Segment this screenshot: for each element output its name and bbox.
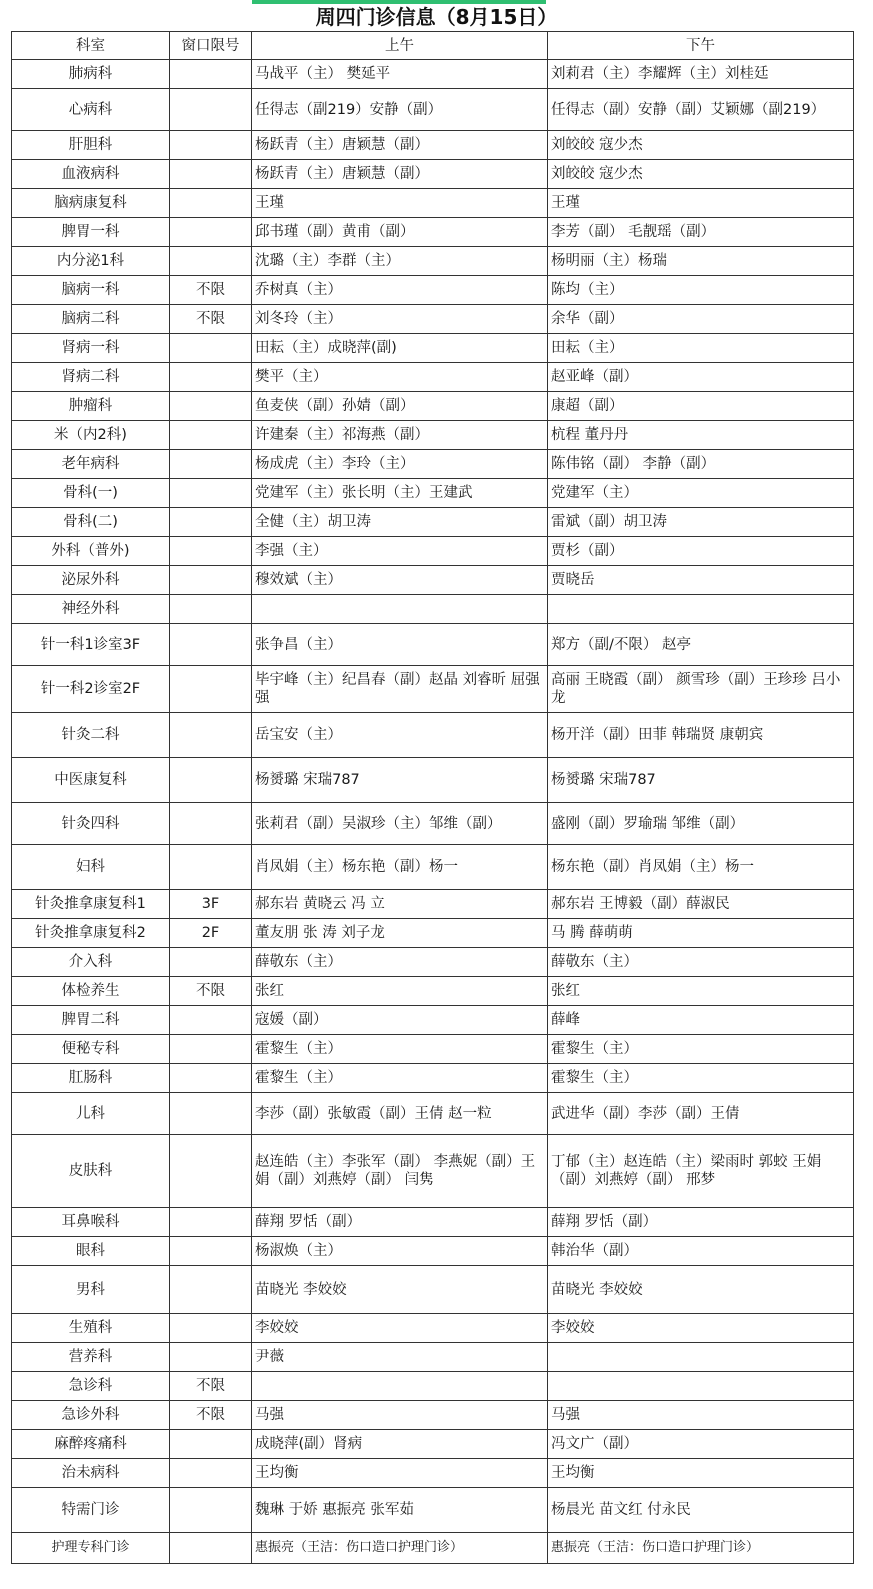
table-row — [12, 977, 854, 1006]
afternoon-doctors-cell: 冯文广（副） — [548, 1430, 854, 1459]
dept-cell: 神经外科 — [12, 595, 170, 624]
dept-cell: 体检养生 — [12, 977, 170, 1006]
afternoon-doctors-cell: 郝东岩 王博毅（副）薛淑民 — [548, 890, 854, 919]
dept-cell: 肿瘤科 — [12, 392, 170, 421]
window-limit-cell: 3F — [170, 890, 252, 919]
table-row — [12, 919, 854, 948]
window-limit-cell — [170, 1237, 252, 1266]
afternoon-doctors-cell: 薛翔 罗恬（副） — [548, 1208, 854, 1237]
table-row — [12, 276, 854, 305]
afternoon-doctors-cell: 韩治华（副） — [548, 1237, 854, 1266]
afternoon-doctors-cell: 康超（副） — [548, 392, 854, 421]
morning-doctors-cell: 任得志（副219）安静（副） — [252, 89, 548, 131]
table-row — [12, 363, 854, 392]
dept-cell: 肝胆科 — [12, 131, 170, 160]
afternoon-doctors-cell: 高丽 王晓霞（副） 颜雪珍（副）王珍珍 吕小龙 — [548, 666, 854, 713]
morning-doctors-cell: 霍黎生（主） — [252, 1064, 548, 1093]
dept-cell: 脑病康复科 — [12, 189, 170, 218]
dept-cell: 便秘专科 — [12, 1035, 170, 1064]
window-limit-cell — [170, 1006, 252, 1035]
window-limit-cell — [170, 537, 252, 566]
dept-cell: 护理专科门诊 — [12, 1533, 170, 1564]
window-limit-cell — [170, 758, 252, 803]
afternoon-doctors-cell: 刘皎皎 寇少杰 — [548, 131, 854, 160]
table-row — [12, 1135, 854, 1208]
table-row — [12, 566, 854, 595]
window-limit-cell — [170, 1459, 252, 1488]
dept-cell: 肺病科 — [12, 60, 170, 89]
header-dept: 科室 — [12, 32, 170, 60]
table-row — [12, 1314, 854, 1343]
dept-cell: 中医康复科 — [12, 758, 170, 803]
table-row — [12, 218, 854, 247]
afternoon-doctors-cell: 陈伟铭（副） 李静（副） — [548, 450, 854, 479]
afternoon-doctors-cell: 霍黎生（主） — [548, 1035, 854, 1064]
dept-cell: 针灸二科 — [12, 713, 170, 758]
dept-cell: 急诊科 — [12, 1372, 170, 1401]
afternoon-doctors-cell: 贾晓岳 — [548, 566, 854, 595]
morning-doctors-cell: 赵连皓（主）李张军（副） 李燕妮（副）王娟（副）刘燕婷（副） 闫隽 — [252, 1135, 548, 1208]
afternoon-doctors-cell: 盛刚（副）罗瑜瑞 邹维（副） — [548, 803, 854, 845]
window-limit-cell — [170, 131, 252, 160]
table-row — [12, 1372, 854, 1401]
table-row — [12, 392, 854, 421]
morning-doctors-cell: 李姣姣 — [252, 1314, 548, 1343]
table-row — [12, 948, 854, 977]
table-row — [12, 189, 854, 218]
table-row — [12, 247, 854, 276]
window-limit-cell — [170, 713, 252, 758]
dept-cell: 针灸四科 — [12, 803, 170, 845]
afternoon-doctors-cell — [548, 1343, 854, 1372]
table-row — [12, 890, 854, 919]
afternoon-doctors-cell: 李芳（副） 毛靓瑶（副） — [548, 218, 854, 247]
header-window: 窗口限号 — [170, 32, 252, 60]
dept-cell: 心病科 — [12, 89, 170, 131]
window-limit-cell — [170, 803, 252, 845]
morning-doctors-cell: 董友朋 张 涛 刘子龙 — [252, 919, 548, 948]
dept-cell: 介入科 — [12, 948, 170, 977]
table-row — [12, 1459, 854, 1488]
afternoon-doctors-cell: 马强 — [548, 1401, 854, 1430]
dept-cell: 儿科 — [12, 1093, 170, 1135]
table-row — [12, 1006, 854, 1035]
table-row — [12, 421, 854, 450]
morning-doctors-cell: 毕宇峰（主）纪昌春（副）赵晶 刘睿昕 屈强强 — [252, 666, 548, 713]
window-limit-cell — [170, 1430, 252, 1459]
dept-cell: 肾病一科 — [12, 334, 170, 363]
schedule-table — [11, 31, 854, 1564]
dept-cell: 特需门诊 — [12, 1488, 170, 1533]
dept-cell: 营养科 — [12, 1343, 170, 1372]
table-row — [12, 624, 854, 666]
dept-cell: 针灸推拿康复科1 — [12, 890, 170, 919]
table-row — [12, 1064, 854, 1093]
table-row — [12, 713, 854, 758]
window-limit-cell: 不限 — [170, 305, 252, 334]
morning-doctors-cell: 许建秦（主）祁海燕（副） — [252, 421, 548, 450]
table-row — [12, 537, 854, 566]
afternoon-doctors-cell: 雷斌（副）胡卫涛 — [548, 508, 854, 537]
table-row — [12, 666, 854, 713]
afternoon-doctors-cell: 贾杉（副） — [548, 537, 854, 566]
morning-doctors-cell: 霍黎生（主） — [252, 1035, 548, 1064]
afternoon-doctors-cell: 杨赟璐 宋瑞787 — [548, 758, 854, 803]
dept-cell: 泌尿外科 — [12, 566, 170, 595]
morning-doctors-cell: 党建军（主）张长明（主）王建武 — [252, 479, 548, 508]
morning-doctors-cell: 王均衡 — [252, 1459, 548, 1488]
window-limit-cell — [170, 247, 252, 276]
dept-cell: 肛肠科 — [12, 1064, 170, 1093]
afternoon-doctors-cell: 武进华（副）李莎（副）王倩 — [548, 1093, 854, 1135]
window-limit-cell — [170, 60, 252, 89]
window-limit-cell: 不限 — [170, 1372, 252, 1401]
table-row — [12, 131, 854, 160]
dept-cell: 眼科 — [12, 1237, 170, 1266]
afternoon-doctors-cell: 杨明丽（主）杨瑞 — [548, 247, 854, 276]
afternoon-doctors-cell: 丁郁（主）赵连皓（主）梁雨时 郭蛟 王娟（副）刘燕婷（副） 邢梦 — [548, 1135, 854, 1208]
table-row — [12, 508, 854, 537]
morning-doctors-cell: 杨跃青（主）唐颖慧（副） — [252, 131, 548, 160]
window-limit-cell — [170, 1208, 252, 1237]
afternoon-doctors-cell: 薛敬东（主） — [548, 948, 854, 977]
table-row — [12, 1237, 854, 1266]
window-limit-cell — [170, 1488, 252, 1533]
dept-cell: 外科（普外) — [12, 537, 170, 566]
table-row — [12, 1266, 854, 1314]
morning-doctors-cell: 张莉君（副）吴淑珍（主）邹维（副） — [252, 803, 548, 845]
dept-cell: 男科 — [12, 1266, 170, 1314]
table-row — [12, 60, 854, 89]
window-limit-cell — [170, 421, 252, 450]
afternoon-doctors-cell: 郑方（副/不限） 赵亭 — [548, 624, 854, 666]
table-row — [12, 845, 854, 890]
dept-cell: 脾胃一科 — [12, 218, 170, 247]
table-row — [12, 803, 854, 845]
window-limit-cell — [170, 1064, 252, 1093]
table-row — [12, 758, 854, 803]
morning-doctors-cell: 郝东岩 黄晓云 冯 立 — [252, 890, 548, 919]
morning-doctors-cell: 李强（主） — [252, 537, 548, 566]
morning-doctors-cell: 李莎（副）张敏霞（副）王倩 赵一粒 — [252, 1093, 548, 1135]
dept-cell: 血液病科 — [12, 160, 170, 189]
morning-doctors-cell: 刘冬玲（主） — [252, 305, 548, 334]
morning-doctors-cell: 成晓萍(副）肾病 — [252, 1430, 548, 1459]
afternoon-doctors-cell — [548, 595, 854, 624]
dept-cell: 针灸推拿康复科2 — [12, 919, 170, 948]
morning-doctors-cell: 王瑾 — [252, 189, 548, 218]
window-limit-cell — [170, 89, 252, 131]
afternoon-doctors-cell: 杨开洋（副）田菲 韩瑞贤 康朝宾 — [548, 713, 854, 758]
afternoon-doctors-cell: 霍黎生（主） — [548, 1064, 854, 1093]
window-limit-cell — [170, 218, 252, 247]
table-row — [12, 450, 854, 479]
window-limit-cell — [170, 624, 252, 666]
dept-cell: 针一科2诊室2F — [12, 666, 170, 713]
window-limit-cell: 2F — [170, 919, 252, 948]
dept-cell: 生殖科 — [12, 1314, 170, 1343]
afternoon-doctors-cell: 惠振亮（王洁：伤口造口护理门诊） — [548, 1533, 854, 1564]
schedule-body — [12, 60, 854, 1564]
afternoon-doctors-cell: 田耘（主） — [548, 334, 854, 363]
table-row — [12, 334, 854, 363]
morning-doctors-cell: 马强 — [252, 1401, 548, 1430]
morning-doctors-cell — [252, 1372, 548, 1401]
afternoon-doctors-cell: 余华（副） — [548, 305, 854, 334]
table-row — [12, 1093, 854, 1135]
morning-doctors-cell: 杨成虎（主）李玲（主） — [252, 450, 548, 479]
dept-cell: 骨科(一) — [12, 479, 170, 508]
header-am: 上午 — [252, 32, 548, 60]
dept-cell: 妇科 — [12, 845, 170, 890]
window-limit-cell — [170, 1135, 252, 1208]
window-limit-cell — [170, 666, 252, 713]
morning-doctors-cell: 全健（主）胡卫涛 — [252, 508, 548, 537]
window-limit-cell — [170, 160, 252, 189]
window-limit-cell — [170, 479, 252, 508]
morning-doctors-cell: 杨跃青（主）唐颖慧（副） — [252, 160, 548, 189]
window-limit-cell — [170, 1035, 252, 1064]
table-row — [12, 1401, 854, 1430]
table-row — [12, 595, 854, 624]
afternoon-doctors-cell: 薛峰 — [548, 1006, 854, 1035]
morning-doctors-cell: 惠振亮（王洁：伤口造口护理门诊） — [252, 1533, 548, 1564]
table-row — [12, 1488, 854, 1533]
table-row — [12, 479, 854, 508]
dept-cell: 肾病二科 — [12, 363, 170, 392]
window-limit-cell — [170, 1093, 252, 1135]
morning-doctors-cell: 鱼麦侠（副）孙婧（副） — [252, 392, 548, 421]
morning-doctors-cell: 穆效斌（主） — [252, 566, 548, 595]
afternoon-doctors-cell: 赵亚峰（副） — [548, 363, 854, 392]
header-row — [12, 32, 854, 60]
table-row — [12, 1208, 854, 1237]
table-row — [12, 89, 854, 131]
dept-cell: 内分泌1科 — [12, 247, 170, 276]
dept-cell: 耳鼻喉科 — [12, 1208, 170, 1237]
window-limit-cell — [170, 334, 252, 363]
morning-doctors-cell: 马战平（主） 樊延平 — [252, 60, 548, 89]
morning-doctors-cell: 岳宝安（主） — [252, 713, 548, 758]
dept-cell: 治未病科 — [12, 1459, 170, 1488]
morning-doctors-cell: 魏琳 于娇 惠振亮 张军茹 — [252, 1488, 548, 1533]
afternoon-doctors-cell: 杨东艳（副）肖凤娟（主）杨一 — [548, 845, 854, 890]
morning-doctors-cell: 薛翔 罗恬（副） — [252, 1208, 548, 1237]
afternoon-doctors-cell: 王均衡 — [548, 1459, 854, 1488]
window-limit-cell: 不限 — [170, 1401, 252, 1430]
window-limit-cell — [170, 1533, 252, 1564]
afternoon-doctors-cell: 刘皎皎 寇少杰 — [548, 160, 854, 189]
afternoon-doctors-cell: 马 腾 薛萌萌 — [548, 919, 854, 948]
morning-doctors-cell: 尹薇 — [252, 1343, 548, 1372]
window-limit-cell — [170, 566, 252, 595]
dept-cell: 骨科(二) — [12, 508, 170, 537]
dept-cell: 老年病科 — [12, 450, 170, 479]
afternoon-doctors-cell: 杭程 董丹丹 — [548, 421, 854, 450]
header-pm: 下午 — [548, 32, 854, 60]
morning-doctors-cell: 苗晓光 李姣姣 — [252, 1266, 548, 1314]
dept-cell: 脾胃二科 — [12, 1006, 170, 1035]
afternoon-doctors-cell: 苗晓光 李姣姣 — [548, 1266, 854, 1314]
window-limit-cell: 不限 — [170, 276, 252, 305]
dept-cell: 急诊外科 — [12, 1401, 170, 1430]
window-limit-cell — [170, 845, 252, 890]
dept-cell: 脑病二科 — [12, 305, 170, 334]
window-limit-cell — [170, 392, 252, 421]
afternoon-doctors-cell — [548, 1372, 854, 1401]
afternoon-doctors-cell: 党建军（主） — [548, 479, 854, 508]
window-limit-cell — [170, 363, 252, 392]
dept-cell: 麻醉疼痛科 — [12, 1430, 170, 1459]
window-limit-cell — [170, 1343, 252, 1372]
table-row — [12, 160, 854, 189]
window-limit-cell — [170, 1314, 252, 1343]
dept-cell: 皮肤科 — [12, 1135, 170, 1208]
dept-cell: 针一科1诊室3F — [12, 624, 170, 666]
morning-doctors-cell: 沈璐（主）李群（主） — [252, 247, 548, 276]
morning-doctors-cell: 田耘（主）成晓萍(副) — [252, 334, 548, 363]
afternoon-doctors-cell: 刘莉君（主）李耀辉（主）刘桂廷 — [548, 60, 854, 89]
morning-doctors-cell: 张红 — [252, 977, 548, 1006]
morning-doctors-cell: 杨淑焕（主） — [252, 1237, 548, 1266]
table-row — [12, 1430, 854, 1459]
window-limit-cell — [170, 1266, 252, 1314]
table-row — [12, 1035, 854, 1064]
morning-doctors-cell: 杨赟璐 宋瑞787 — [252, 758, 548, 803]
morning-doctors-cell: 寇媛（副） — [252, 1006, 548, 1035]
afternoon-doctors-cell: 任得志（副）安静（副）艾颖娜（副219） — [548, 89, 854, 131]
window-limit-cell — [170, 508, 252, 537]
afternoon-doctors-cell: 张红 — [548, 977, 854, 1006]
dept-cell: 脑病一科 — [12, 276, 170, 305]
afternoon-doctors-cell: 杨晨光 苗文红 付永民 — [548, 1488, 854, 1533]
table-row — [12, 1343, 854, 1372]
afternoon-doctors-cell: 李姣姣 — [548, 1314, 854, 1343]
morning-doctors-cell: 张争昌（主） — [252, 624, 548, 666]
window-limit-cell — [170, 450, 252, 479]
afternoon-doctors-cell: 陈均（主） — [548, 276, 854, 305]
dept-cell: 米（内2科) — [12, 421, 170, 450]
window-limit-cell — [170, 189, 252, 218]
afternoon-doctors-cell: 王瑾 — [548, 189, 854, 218]
morning-doctors-cell: 邱书瑾（副）黄甫（副） — [252, 218, 548, 247]
window-limit-cell — [170, 948, 252, 977]
window-limit-cell — [170, 595, 252, 624]
morning-doctors-cell: 肖凤娟（主）杨东艳（副）杨一 — [252, 845, 548, 890]
morning-doctors-cell: 乔树真（主） — [252, 276, 548, 305]
morning-doctors-cell — [252, 595, 548, 624]
table-row — [12, 305, 854, 334]
morning-doctors-cell: 薛敬东（主） — [252, 948, 548, 977]
page-title: 周四门诊信息（8月15日） — [315, 5, 558, 29]
window-limit-cell: 不限 — [170, 977, 252, 1006]
table-row — [12, 1533, 854, 1564]
morning-doctors-cell: 樊平（主） — [252, 363, 548, 392]
